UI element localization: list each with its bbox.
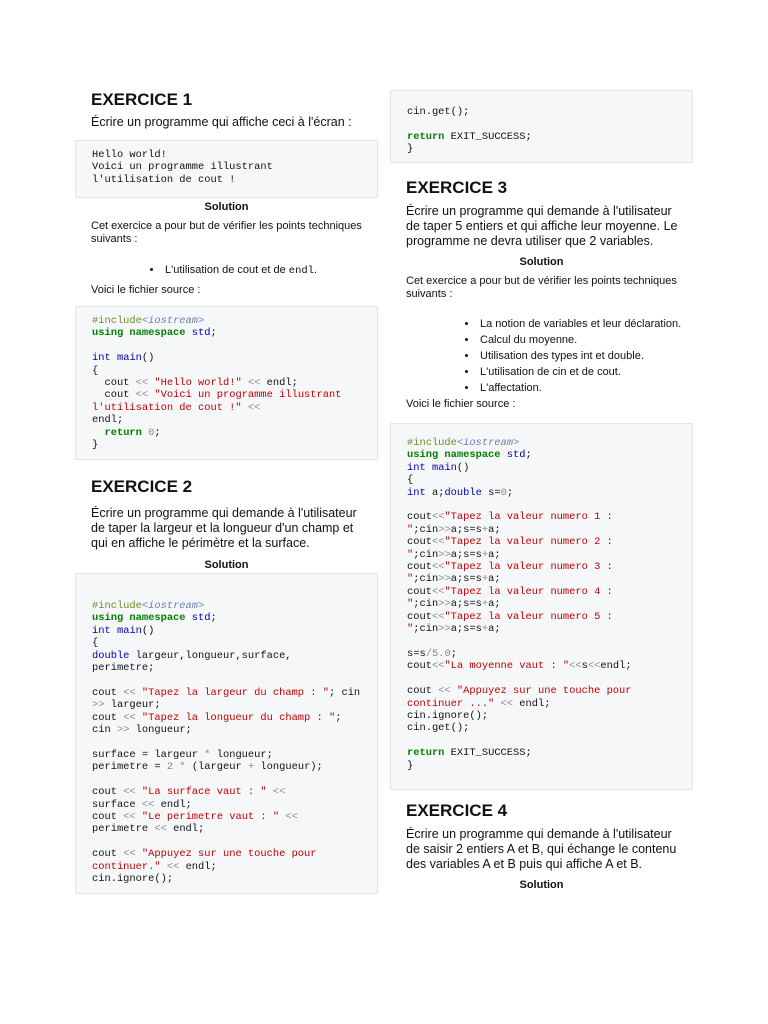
exercise-4-title: EXERCICE 4	[406, 801, 508, 820]
exercise-3-purpose: Cet exercice a pour but de vérifier les points techniques suivants :	[406, 275, 677, 300]
list-item: • Calcul du moyenne.	[478, 334, 693, 347]
list-item: • La notion de variables et leur déclaration.	[478, 318, 693, 331]
output-line: Hello world!	[92, 149, 167, 161]
exercise-3-bullet-list	[390, 318, 693, 395]
list-item: • L'affectation.	[478, 382, 693, 395]
exercise-2-title: EXERCICE 2	[91, 477, 193, 496]
output-line: l'utilisation de cout !	[92, 173, 236, 186]
exercise-2-solution-heading: Solution	[204, 559, 249, 571]
exercise-1-solution-heading: Solution	[204, 201, 249, 213]
output-line: Voici un programme illustrant	[92, 161, 273, 174]
list-item: • Utilisation des types int et double.	[478, 350, 693, 363]
list-item: • L'utilisation de cout et de endl.	[163, 264, 378, 278]
exercise-4-solution-heading: Solution	[519, 879, 564, 891]
exercise-1-bullet-list	[75, 264, 378, 278]
exercise-1-purpose: Cet exercice a pour but de vérifier les points techniques suivants :	[91, 220, 362, 245]
exercise-3-title: EXERCICE 3	[406, 178, 508, 197]
exercise-1-source-label: Voici le fichier source :	[91, 284, 201, 296]
exercise-2-code-block: #include<iostream> using namespace std; int main() { double largeur,longueur,surface, perimetre; cout << "Tapez la largeur du champ : "; cin >> largeur; cout << "Tapez la longueur du champ : "; cin >> longueur; surface = largeur * longueur; perimetre = 2 * (largeur + longueur); cout << "La surface vaut : " << surface << endl; cout << "Le perimetre vaut : " << perimetre << endl; cout << "Appuyez sur une touche pour continuer." << endl; cin.ignore();	[75, 573, 378, 894]
exercise-4-intro: Écrire un programme qui demande à l'utilisateur de saisir 2 entiers A et B, qui échange le contenu des variables A et B puis qui affiche A et B.	[406, 827, 677, 871]
exercise-1-expected-output	[75, 140, 378, 198]
exercise-1-intro: Écrire un programme qui affiche ceci à l'écran :	[91, 115, 352, 129]
exercise-2-code-continuation: cin.get(); return EXIT_SUCCESS; }	[390, 90, 693, 163]
left-column	[75, 90, 378, 894]
exercise-1-title: EXERCICE 1	[91, 90, 193, 109]
exercise-2-intro: Écrire un programme qui demande à l'utilisateur de taper la largeur et la longueur d'un champ et qui en affiche le périmètre et la surface.	[91, 506, 357, 550]
list-item: • L'utilisation de cin et de cout.	[478, 366, 693, 379]
exercise-3-intro: Écrire un programme qui demande à l'utilisateur de taper 5 entiers et qui affiche leur moyenne. Le programme ne devra utiliser que 2 variables.	[406, 204, 678, 248]
exercise-3-solution-heading: Solution	[519, 256, 564, 268]
exercise-3-source-label: Voici le fichier source :	[406, 398, 516, 410]
exercise-1-code-block: #include<iostream> using namespace std; int main() { cout << "Hello world!" << endl; cout << "Voici un programme illustrant l'utilisation de cout !" << endl; return 0; }	[75, 306, 378, 460]
right-column	[390, 90, 693, 892]
exercise-3-code-block: #include<iostream> using namespace std; int main() { int a;double s=0; cout<<"Tapez la valeur numero 1 : ";cin>>a;s=s+a; cout<<"Tapez la valeur numero 2 : ";cin>>a;s=s+a; cout<<"Tapez la valeur numero 3 : ";cin>>a;s=s+a; cout<<"Tapez la valeur numero 4 : ";cin>>a;s=s+a; cout<<"Tapez la valeur numero 5 : ";cin>>a;s=s+a; s=s/5.0; cout<<"La moyenne vaut : "<<s<<endl; cout << "Appuyez sur une touche pour continuer ..." << endl; cin.ignore(); cin.get(); return EXIT_SUCCESS; }	[390, 423, 693, 790]
